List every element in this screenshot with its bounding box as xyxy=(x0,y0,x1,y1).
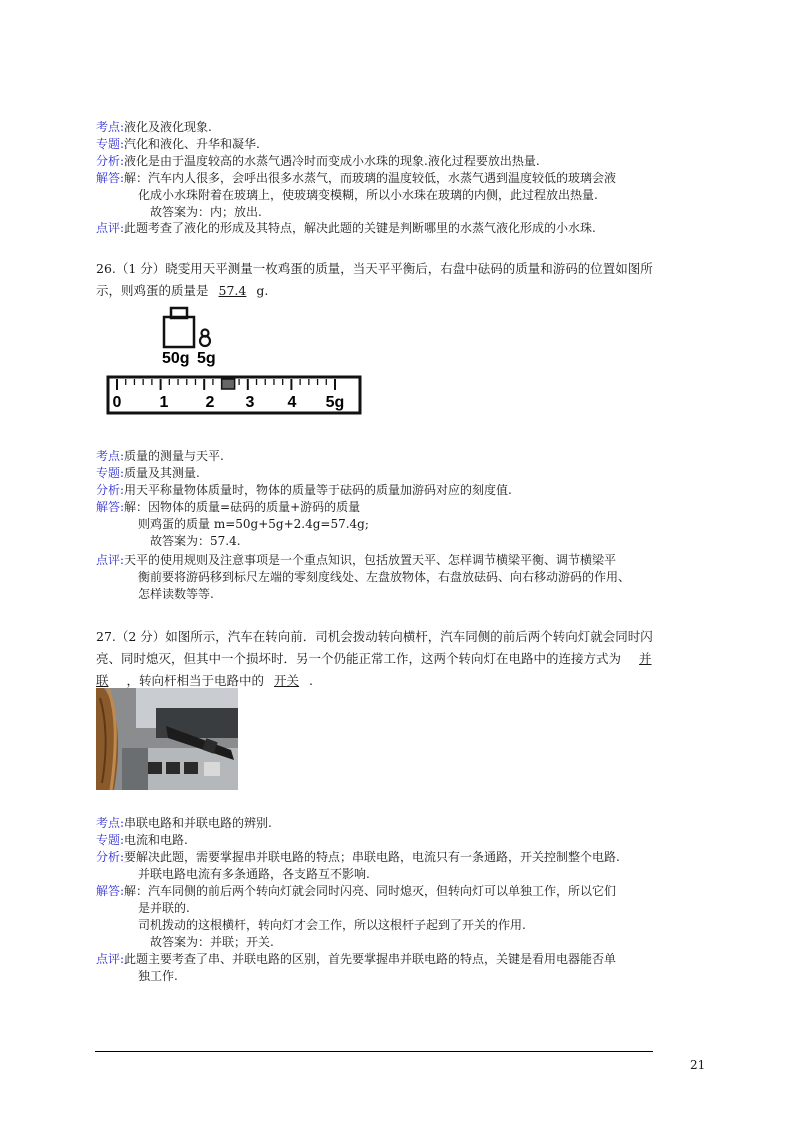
q26-answer: 57.4 xyxy=(218,283,247,298)
q27-stem-line2: 亮、同时熄灭，但其中一个损坏时．另一个仍能正常工作，这两个转向灯在电路中的连接方式为 并 xyxy=(96,651,652,666)
footer-rule xyxy=(95,1051,653,1052)
q25-fenxi: 分析:液化是由于温度较高的水蒸气遇冷时而变成小水珠的现象.液化过程要放出热量. xyxy=(96,154,540,168)
ruler-label-2: 2 xyxy=(205,394,215,411)
turn-signal-photo xyxy=(96,688,238,790)
weight-5g-label: 5g xyxy=(197,350,216,367)
q27-jieda-line4: 故答案为：并联；开关. xyxy=(150,935,274,949)
q27-kaodian: 考点:串联电路和并联电路的辨别. xyxy=(96,816,272,830)
q26-dianping-line3: 怎样读数等等. xyxy=(138,587,214,601)
q25-jieda-line2: 化成小水珠附着在玻璃上，使玻璃变模糊，所以小水珠在玻璃的内侧，此过程放出热量. xyxy=(138,188,598,202)
q27-dianping: 点评:此题主要考查了串、并联电路的区别，首先要掌握串并联电路的特点，关键是看用电器能否单 xyxy=(96,952,617,966)
rider-icon xyxy=(222,379,235,389)
q26-jieda-line3: 故答案为：57.4. xyxy=(150,534,241,548)
weight-5g-icon xyxy=(200,330,210,347)
q27-jieda-line3: 司机拨动的这根横杆，转向灯才会工作，所以这根杆子起到了开关的作用. xyxy=(138,918,526,932)
q26-jieda-line2: 则鸡蛋的质量 m=50g+5g+2.4g=57.4g; xyxy=(138,517,369,531)
q27-stem-line1: 27.（2 分）如图所示，汽车在转向前．司机会拨动转向横杆，汽车同侧的前后两个转向灯就会同时闪 xyxy=(96,629,653,644)
ruler-label-5: 5g xyxy=(325,394,345,411)
weight-50g-icon xyxy=(164,308,194,347)
q27-fenxi-line2: 并联电路电流有多条通路，各支路互不影响. xyxy=(138,867,370,881)
ruler-label-1: 1 xyxy=(159,394,169,411)
q27-answer1-part1: 并 xyxy=(639,651,652,666)
q25-kaodian: 考点:液化及液化现象. xyxy=(96,120,212,134)
q27-fenxi: 分析:要解决此题，需要掌握串并联电路的特点；串联电路，电流只有一条通路，开关控制整个电路. xyxy=(96,850,620,864)
ruler-label-4: 4 xyxy=(287,394,297,411)
q25-jieda: 解答:解：汽车内人很多，会呼出很多水蒸气，而玻璃的温度较低，水蒸气遇到温度较低的玻璃会液 xyxy=(96,171,617,185)
dashboard-buttons xyxy=(148,762,220,776)
q25-dianping: 点评:此题考查了液化的形成及其特点，解决此题的关键是判断哪里的水蒸气液化形成的小水珠. xyxy=(96,221,596,235)
q27-dianping-line2: 独工作. xyxy=(138,969,178,983)
balance-figure xyxy=(100,300,370,420)
q27-stem-line3: 联 ，转向杆相当于电路中的 开关 . xyxy=(96,673,314,688)
ruler-label-0: 0 xyxy=(112,394,122,411)
q26-kaodian: 考点:质量的测量与天平. xyxy=(96,449,224,463)
q27-answer1-part2: 联 xyxy=(96,673,109,688)
q26-stem-line2: 示，则鸡蛋的质量是 57.4 g. xyxy=(96,283,269,298)
page-number: 21 xyxy=(690,1058,706,1072)
q25-jieda-line3: 故答案为：内；放出. xyxy=(150,205,262,219)
q27-zhuanti: 专题:电流和电路. xyxy=(96,833,188,847)
ruler-label-3: 3 xyxy=(245,394,255,411)
q27-jieda: 解答:解：汽车同侧的前后两个转向灯就会同时闪亮、同时熄灭，但转向灯可以单独工作，所以它们 xyxy=(96,884,617,898)
q27-answer2: 开关 xyxy=(274,673,300,688)
q26-dianping-line2: 衡前要将游码移到标尺左端的零刻度线处、左盘放物体，右盘放砝码、向右移动游码的作用、 xyxy=(138,570,631,584)
q27-jieda-line2: 是并联的. xyxy=(138,901,190,915)
q26-dianping: 点评:天平的使用规则及注意事项是一个重点知识，包括放置天平、怎样调节横梁平衡、调节横梁平 xyxy=(96,553,617,567)
q25-zhuanti: 专题:汽化和液化、升华和凝华. xyxy=(96,137,260,151)
ruler xyxy=(108,377,360,413)
q26-zhuanti: 专题:质量及其测量. xyxy=(96,466,200,480)
weight-50g-label: 50g xyxy=(162,350,190,367)
q26-stem-line1: 26.（1 分）晓雯用天平测量一枚鸡蛋的质量，当天平平衡后，右盘中砝码的质量和游码的位置如图所 xyxy=(96,261,653,276)
q26-jieda: 解答:解：因物体的质量=砝码的质量+游码的质量 xyxy=(96,500,361,514)
q26-fenxi: 分析:用天平称量物体质量时，物体的质量等于砝码的质量加游码对应的刻度值. xyxy=(96,483,512,497)
